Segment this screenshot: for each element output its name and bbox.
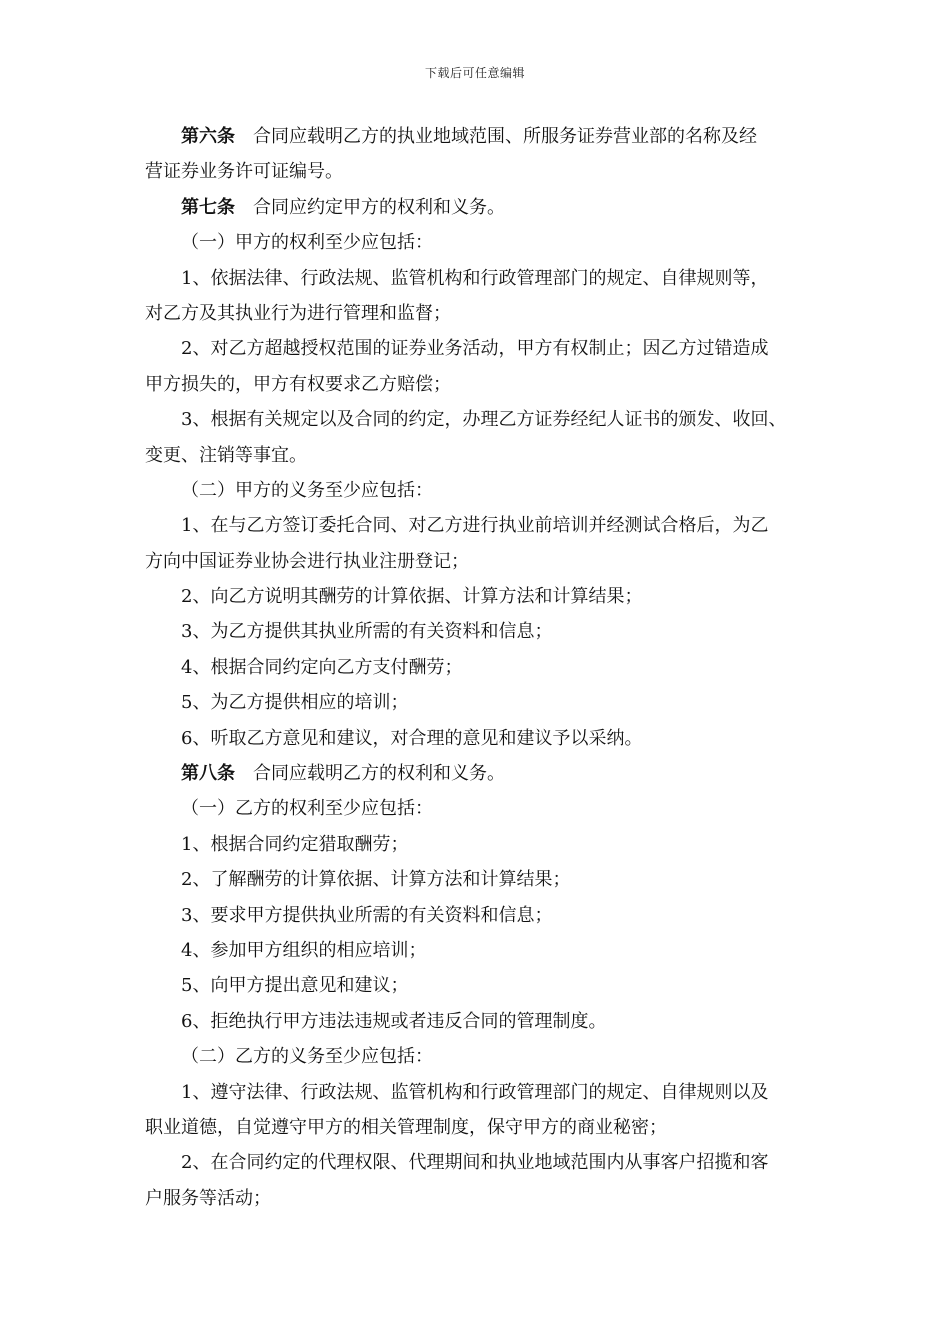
party-b-right-2: 2、了解酬劳的计算依据、计算方法和计算结果； (181, 869, 571, 891)
article-7-text: 合同应约定甲方的权利和义务。 (253, 196, 505, 218)
article-8-line-1 (145, 756, 815, 791)
party-a-duty-4: 4、根据合同约定向乙方支付酬劳； (181, 656, 463, 678)
party-a-duty-5: 5、为乙方提供相应的培训； (181, 692, 409, 714)
party-b-right-1: 1、根据合同约定猎取酬劳； (181, 833, 409, 855)
party-b-duties-heading: （二）乙方的义务至少应包括： (181, 1046, 433, 1068)
party-a-duty-1-line-1: 1、在与乙方签订委托合同、对乙方进行执业前培训并经测试合格后，为乙 (181, 515, 769, 537)
party-a-right-3-line-2: 变更、注销等事宜。 (145, 444, 307, 466)
page-header: 下载后可任意编辑 (424, 66, 525, 80)
party-b-duty-2-line-1: 2、在合同约定的代理权限、代理期间和执业地域范围内从事客户招揽和客 (181, 1152, 769, 1174)
party-a-duty-2: 2、向乙方说明其酬劳的计算依据、计算方法和计算结果； (181, 586, 643, 608)
article-7-line-1 (145, 190, 815, 225)
document-body (145, 119, 815, 1216)
party-b-right-4: 4、参加甲方组织的相应培训； (181, 939, 427, 961)
party-a-right-1-line-1: 1、依据法律、行政法规、监管机构和行政管理部门的规定、自律规则等， (181, 267, 769, 289)
party-a-right-1-line-2: 对乙方及其执业行为进行管理和监督； (145, 302, 451, 324)
party-a-right-2-line-1: 2、对乙方超越授权范围的证券业务活动，甲方有权制止；因乙方过错造成 (181, 338, 769, 360)
party-a-duty-1-line-2: 方向中国证券业协会进行执业注册登记； (145, 550, 469, 572)
article-6-line-1 (145, 119, 815, 154)
party-a-rights-heading: （一）甲方的权利至少应包括： (181, 232, 433, 254)
party-b-duty-1-line-1: 1、遵守法律、行政法规、监管机构和行政管理部门的规定、自律规则以及 (181, 1081, 769, 1103)
party-b-right-6: 6、拒绝执行甲方违法违规或者违反合同的管理制度。 (181, 1010, 607, 1032)
party-a-duties-heading: （二）甲方的义务至少应包括： (181, 479, 433, 501)
article-8-title: 第八条 (181, 763, 235, 785)
article-6-line-2: 营证券业务许可证编号。 (145, 161, 343, 183)
party-b-right-5: 5、向甲方提出意见和建议； (181, 975, 409, 997)
party-b-rights-heading: （一）乙方的权利至少应包括： (181, 798, 433, 820)
article-6-text: 合同应载明乙方的执业地域范围、所服务证券营业部的名称及经 (253, 126, 757, 147)
party-b-right-3: 3、要求甲方提供执业所需的有关资料和信息； (181, 904, 553, 926)
party-b-duty-2-line-2: 户服务等活动； (145, 1187, 271, 1209)
party-a-duty-6: 6、听取乙方意见和建议，对合理的意见和建议予以采纳。 (181, 727, 643, 749)
article-6-title: 第六条 (181, 126, 235, 147)
party-b-duty-1-line-2: 职业道德，自觉遵守甲方的相关管理制度，保守甲方的商业秘密； (145, 1116, 667, 1138)
party-a-duty-3: 3、为乙方提供其执业所需的有关资料和信息； (181, 621, 553, 643)
party-a-right-3-line-1: 3、根据有关规定以及合同的约定，办理乙方证券经纪人证书的颁发、收回、 (181, 409, 787, 431)
article-8-text: 合同应载明乙方的权利和义务。 (253, 763, 505, 785)
article-7-title: 第七条 (181, 196, 235, 218)
party-a-right-2-line-2: 甲方损失的，甲方有权要求乙方赔偿； (145, 373, 451, 395)
